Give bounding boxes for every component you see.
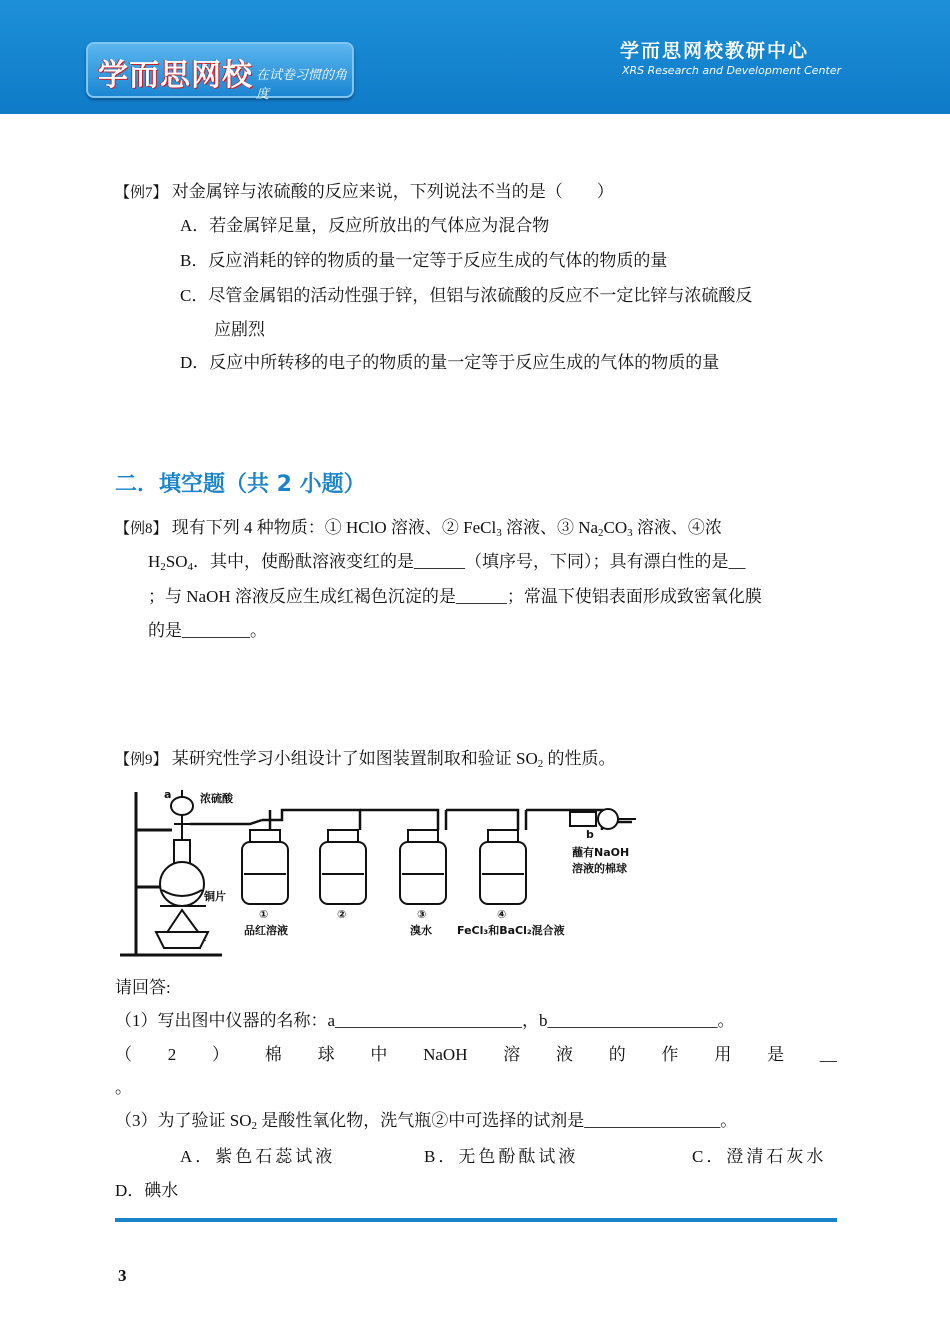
- example8-line2: [148, 551, 746, 573]
- example7-text: 对金属锌与浓硫酸的反应来说，下列说法不当的是（ ）: [171, 182, 614, 201]
- example8-text1: 现有下列 4 种物质：① HClO 溶液、② FeCl: [171, 518, 497, 537]
- bottle-number: ①: [259, 908, 269, 921]
- header-title: 学而思网校教研中心: [620, 40, 810, 62]
- example9-text-b: 的性质。: [543, 749, 616, 768]
- example9-question: [115, 748, 616, 771]
- bottle-number: ④: [497, 908, 507, 921]
- example8-text1d: 溶液、④浓: [632, 518, 722, 537]
- q3-option-b: B．无色酚酞试液: [424, 1147, 579, 1166]
- example8-text2b: SO: [165, 552, 188, 571]
- q2-part: __: [819, 1045, 837, 1064]
- example8-sub: 4: [187, 561, 194, 573]
- label-b: b: [586, 828, 594, 841]
- q2-part: 用: [714, 1045, 732, 1064]
- bottle-label: 品红溶液: [244, 924, 288, 937]
- question-3: [115, 1110, 737, 1132]
- q2-part: 2: [167, 1045, 177, 1064]
- example8-text2a: H: [148, 552, 161, 571]
- question-1: （1）写出图中仪器的名称：a______________________，b____________________。: [115, 1011, 735, 1030]
- q2-part: 溶: [503, 1045, 521, 1064]
- page-number: 3: [118, 1266, 127, 1285]
- logo-text: 学而思网校: [98, 58, 253, 93]
- answer-prompt: 请回答:: [115, 978, 171, 997]
- example8-text2c: ．其中，使酚酞溶液变红的是______（填序号，下同）；具有漂白性的是__: [193, 552, 746, 571]
- example8-text1c: CO: [603, 518, 628, 537]
- logo-slogan: 在试卷习惯的角度: [256, 68, 348, 102]
- q2-part: 是: [767, 1045, 785, 1064]
- q2-part: 的: [608, 1045, 626, 1064]
- gas-tube: [190, 810, 632, 830]
- q3-option-d: D．碘水: [115, 1181, 179, 1200]
- example8-text1b: 溶液、③ Na: [501, 518, 599, 537]
- example7-option-c-cont: 应剧烈: [214, 320, 265, 339]
- bottle-label: 溴水: [410, 924, 432, 937]
- q2-part: NaOH: [423, 1045, 468, 1064]
- section-heading: 二．填空题（共 2 小题）: [115, 472, 366, 497]
- apparatus-diagram: [112, 782, 648, 964]
- bottle-number: ③: [417, 908, 427, 921]
- drying-tube: [570, 809, 636, 829]
- q3-text-b: 是酸性氧化物，洗气瓶②中可选择的试剂是________________。: [256, 1111, 738, 1130]
- example8-sub: 3: [496, 527, 502, 539]
- example8-line4: 的是________。: [148, 621, 267, 640]
- q2-part: 棉: [264, 1045, 282, 1064]
- example9-tag: 【例9】: [115, 752, 168, 768]
- example7-option-d: D．反应中所转移的电子的物质的量一定等于反应生成的气体的物质的量: [180, 353, 720, 372]
- brand-logo: [86, 42, 354, 102]
- example7-question: [115, 181, 614, 204]
- example8-line1: [115, 517, 722, 540]
- label-acid: 浓硫酸: [200, 792, 233, 805]
- question-2: [115, 1044, 837, 1066]
- example7-option-b: B．反应消耗的锌的物质的量一定等于反应生成的气体的物质的量: [180, 251, 668, 270]
- example8-tag: 【例8】: [115, 521, 168, 537]
- q2-part: 作: [661, 1045, 679, 1064]
- example8-sub: 2: [160, 561, 166, 573]
- wash-bottles: [242, 830, 526, 904]
- example7-option-a: A．若金属锌足量，反应所放出的气体应为混合物: [180, 216, 550, 235]
- alcohol-lamp: [156, 906, 208, 948]
- example7-tag: 【例7】: [115, 185, 168, 201]
- q2-part: （: [115, 1045, 132, 1064]
- q3-option-c: C．澄清石灰水: [692, 1147, 827, 1166]
- header-subtitle: XRS Research and Development Center: [622, 64, 842, 77]
- example8-sub: 3: [627, 527, 633, 539]
- q3-text-a: （3）为了验证 SO: [115, 1111, 252, 1130]
- q3-sub: 2: [251, 1120, 257, 1132]
- example7-option-c: C．尽管金属铝的活动性强于锌，但铝与浓硫酸的反应不一定比锌与浓硫酸反: [180, 286, 753, 305]
- label-a: a: [164, 788, 172, 801]
- bottle-number: ②: [337, 908, 347, 921]
- q2-part: 液: [556, 1045, 574, 1064]
- example8-line3: ；与 NaOH 溶液反应生成红褐色沉淀的是______；常温下使铝表面形成致密氧化膜: [148, 587, 762, 606]
- q2-part: 中: [370, 1045, 388, 1064]
- label-cotton-2: 溶液的棉球: [572, 862, 627, 875]
- example9-sub: 2: [537, 758, 544, 770]
- label-copper: 铜片: [204, 890, 226, 903]
- question-2-end: 。: [115, 1078, 132, 1097]
- q2-part: ）: [212, 1045, 230, 1064]
- q2-part: 球: [317, 1045, 335, 1064]
- separatory-funnel: [171, 790, 193, 842]
- bottle-label: FeCl₃和BaCl₂混合液: [457, 924, 565, 937]
- example9-text-a: 某研究性学习小组设计了如图装置制取和验证 SO: [171, 749, 538, 768]
- round-bottom-flask: [160, 840, 204, 906]
- label-cotton: 蘸有NaOH: [572, 846, 630, 859]
- example8-sub: 2: [598, 527, 604, 539]
- header-banner: [0, 0, 950, 114]
- footer-rule: [115, 1218, 837, 1222]
- q3-option-a: A．紫色石蕊试液: [180, 1147, 336, 1166]
